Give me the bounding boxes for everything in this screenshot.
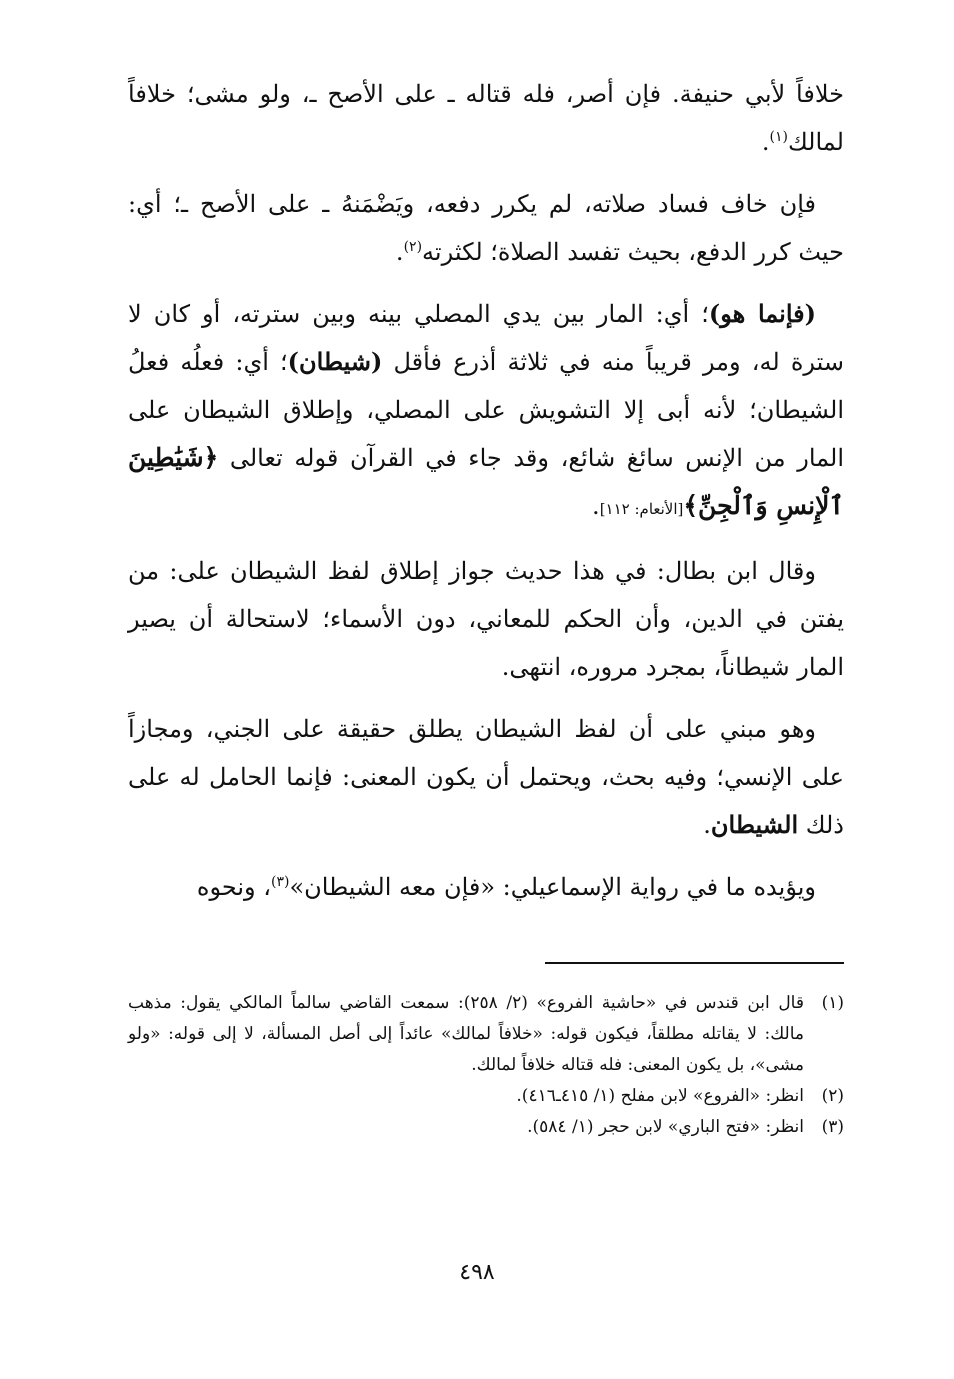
footnote-separator <box>545 962 844 964</box>
paragraph-5 <box>128 705 844 849</box>
footnote-3-text: انظر: «فتح الباري» لابن حجر (١/ ٥٨٤). <box>527 1117 804 1137</box>
paragraph-3 <box>128 290 844 533</box>
paragraph-5-text: وهو مبني على أن لفظ الشيطان يطلق حقيقة على الجني، ومجازاً على الإنسي؛ وفيه بحث، ويحتمل أن يكون المعنى: فإنما الحامل له على ذلك <box>128 715 844 839</box>
paragraph-3-text-1: ؛ أي: المار بين يدي المصلي بينه وبين سترته، أو كان لا سترة له، ومر قريباً منه في ثلاثة أذرع فأقل <box>128 300 844 376</box>
page-number: ٤٩٨ <box>459 1260 495 1285</box>
quran-verse: ﴿شَيَٰطِينَ ٱلْإِنسِ وَٱلْجِنِّ﴾ <box>128 443 844 520</box>
footnote-3 <box>128 1112 844 1143</box>
main-text <box>128 70 844 925</box>
paragraph-2-end: . <box>395 238 404 266</box>
paragraph-3-end: . <box>592 492 600 520</box>
paragraph-6-text: ويؤيده ما في رواية الإسماعيلي: «فإن معه الشيطان» <box>289 873 816 901</box>
paragraph-1 <box>128 70 844 166</box>
paragraph-6 <box>128 863 844 911</box>
footnotes-section <box>128 988 844 1143</box>
paragraph-3-bold-phrase-1: (فإنما هو) <box>708 299 816 328</box>
paragraph-1-end: . <box>761 128 770 156</box>
paragraph-4-text: وقال ابن بطال: في هذا حديث جواز إطلاق لفظ الشيطان على: من يفتن في الدين، وأن الحكم للمعاني، دون الأسماء؛ لاستحالة أن يصير المار شيطاناً، بمجرد مروره، انتهى. <box>128 557 844 681</box>
paragraph-2 <box>128 180 844 276</box>
footnote-1 <box>128 988 844 1081</box>
footnote-1-text: قال ابن قندس في «حاشية الفروع» (٢/ ٢٥٨): سمعت القاضي سالماً المالكي يقول: مذهب مالك: لا يقاتله مطلقاً، فيكون قوله: «خلافاً لمالك» عائداً إلى أصل المسألة، لا إلى قوله: «ولو مشى»، بل يكون المعنى: فله قتاله خلافاً لمالك. <box>128 993 804 1075</box>
paragraph-2-text: فإن خاف فساد صلاته، لم يكرر دفعه، ويَضْمَنهُ ـ على الأصح ـ؛ أي: حيث كرر الدفع، بحيث تفسد الصلاة؛ لكثرته <box>128 190 844 266</box>
footnote-marker-2[interactable]: (٢) <box>403 239 423 255</box>
footnote-2-number: (٢) <box>821 1086 844 1106</box>
paragraph-3-text-2: ؛ أي: فعلُه فعلُ الشيطان؛ لأنه أبى إلا التشويش على المصلي، وإطلاق الشيطان على المار من الإنس سائغ شائع، وقد جاء في القرآن قوله تعالى <box>128 348 844 472</box>
paragraph-6-end: ، ونحوه <box>196 873 271 901</box>
footnote-2 <box>128 1081 844 1112</box>
quran-reference: [الأنعام: ١١٢] <box>599 500 684 518</box>
footnote-marker-1[interactable]: (١) <box>769 129 788 145</box>
footnote-3-number: (٣) <box>821 1117 844 1137</box>
paragraph-1-text: خلافاً لأبي حنيفة. فإن أصر، فله قتاله ـ على الأصح ـ، ولو مشى؛ خلافاً لمالك <box>128 80 844 156</box>
paragraph-5-bold-word: الشيطان <box>710 810 799 839</box>
footnote-2-text: انظر: «الفروع» لابن مفلح (١/ ٤١٥ـ٤١٦). <box>516 1086 804 1106</box>
footnote-1-number: (١) <box>821 993 844 1013</box>
paragraph-5-end: . <box>703 811 711 839</box>
footnote-marker-3[interactable]: (٣) <box>270 874 290 890</box>
paragraph-3-bold-phrase-2: (شيطان) <box>287 347 383 376</box>
paragraph-4 <box>128 547 844 691</box>
